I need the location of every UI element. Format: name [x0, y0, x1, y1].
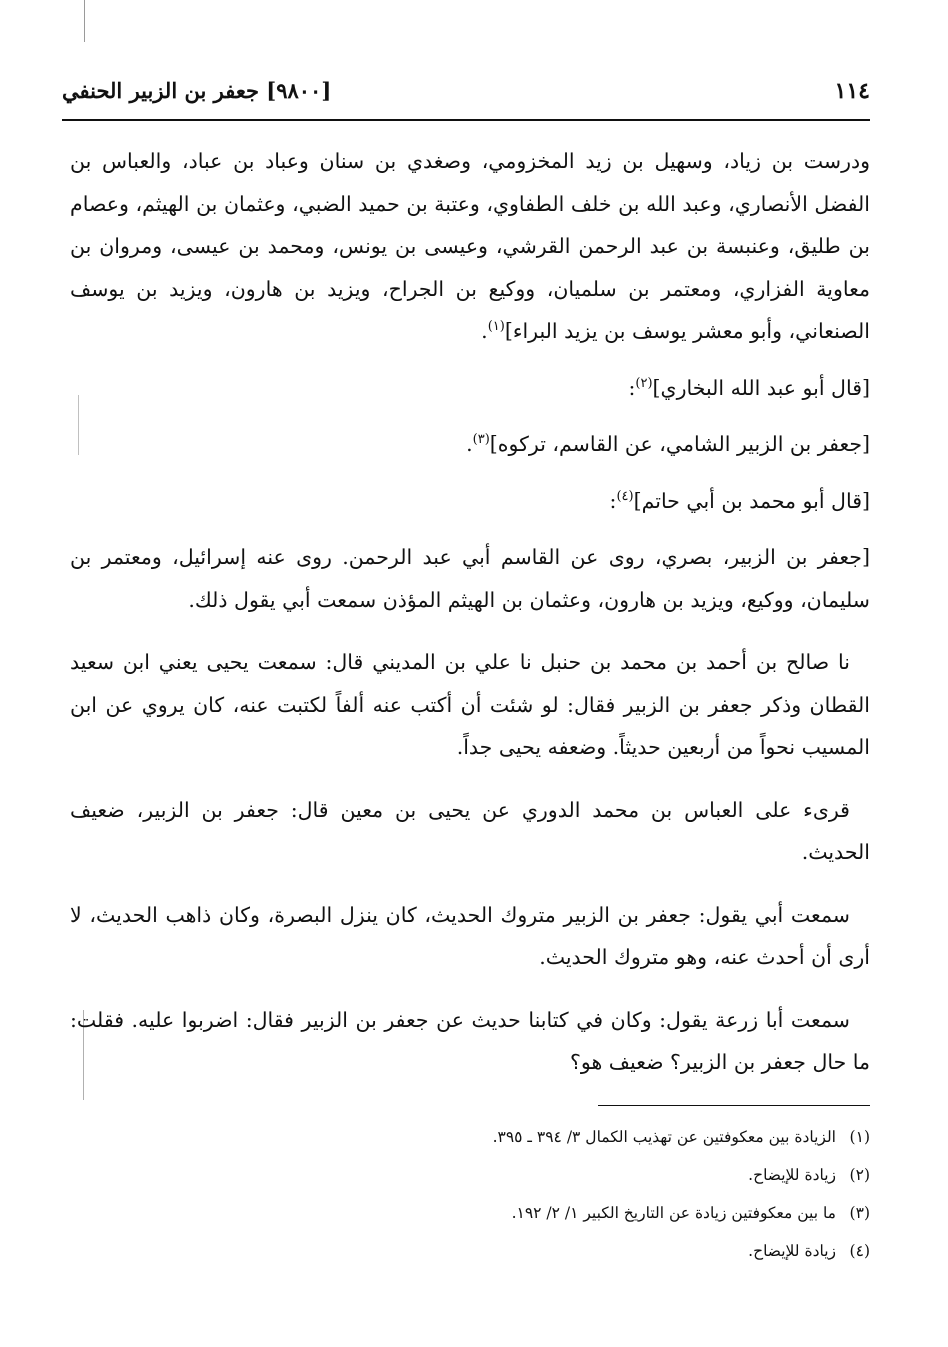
footnote-ref: (٣) [472, 432, 490, 448]
footnote-ref: (٢) [635, 375, 653, 391]
bukhari-label [70, 367, 870, 410]
footnote-item [70, 1232, 870, 1270]
abi-hatim-label [70, 480, 870, 523]
text-line: ومحمد بن عيسى، ومروان بن معاوية الفزاري، ومعتمر بن سلميان، ووكيع بن الجراح، [70, 234, 870, 301]
footnote-item [70, 1156, 870, 1194]
duri-paragraph [70, 789, 870, 874]
page-number: ١١٤ [834, 78, 870, 104]
text-line: قرىء على العباس بن محمد الدوري عن يحيى بن معين قال: جعفر بن الزبير، [136, 797, 850, 822]
text-line: والعباس بن الفضل الأنصاري، وعبد الله بن خلف الطفاوي، وعتبة بن حميد الضبي، [70, 149, 870, 216]
text-line: ودرست بن زياد، وسهيل بن زيد المخزومي، وصغدي بن سنان وعباد بن عباد، [181, 149, 871, 173]
punctuation: : [609, 488, 617, 513]
running-title: [٩٨٠٠] جعفر بن الزبير الحنفي [62, 78, 332, 103]
text-line: ويزيد بن هارون، ويزيد بن يوسف الصنعاني، وأبو معشر يوسف بن يزيد البراء] [70, 276, 870, 343]
footnote-number: (٤) [849, 1242, 870, 1260]
punctuation: . [466, 432, 473, 456]
text-line: ذلك. [188, 587, 228, 612]
running-header [62, 78, 870, 112]
text-line: نا صالح بن أحمد بن محمد بن حنبل نا علي بن المديني قال: سمعت يحيى يعني [158, 650, 850, 674]
text-line: [جعفر بن الزبير، بصري، روى عن القاسم أبي عبد الرحمن. روى عنه إسرائيل، [172, 545, 870, 569]
footnote-text: زيادة للإيضاح. [748, 1242, 836, 1260]
footnote-text: ما بين معكوفتين زيادة عن التاريخ الكبير ١/ ٢/ ١٩٢. [511, 1204, 836, 1222]
punctuation: . [481, 319, 488, 343]
footnote-number: (١) [849, 1128, 870, 1146]
narrators-paragraph [70, 140, 870, 353]
text-line: ضعيف الحديث. [70, 797, 870, 864]
abi-hatim-paragraph [70, 536, 870, 621]
bukhari-text [70, 423, 870, 466]
text-line: الحديث، لا أرى أن أحدث عنه، وهو متروك الحديث. [70, 902, 870, 969]
footnote-text: زيادة للإيضاح. [748, 1166, 836, 1184]
zura-paragraph [70, 999, 870, 1084]
salih-paragraph [70, 641, 870, 769]
quote-heading: [قال أبو عبد الله البخاري] [652, 375, 870, 400]
footnotes [70, 1118, 870, 1270]
footnote-item [70, 1194, 870, 1232]
main-text [70, 140, 870, 1084]
text-line: وعثمان بن الهيثم، وعصام بن طليق، وعنبسة بن عبد الرحمن القرشي، وعيسى بن يونس، [70, 191, 870, 258]
footnote-ref: (١) [487, 319, 505, 335]
footnote-item [70, 1118, 870, 1156]
footnote-ref: (٤) [616, 488, 634, 504]
quote-text: [جعفر بن الزبير الشامي، عن القاسم، تركوه] [489, 432, 870, 456]
footnote-number: (٣) [849, 1204, 870, 1222]
quote-heading: [قال أبو محمد بن أبي حاتم] [633, 488, 870, 513]
footnote-text: الزيادة بين معكوفتين عن تهذيب الكمال ٣/ ٣٩٤ ـ ٣٩٥. [492, 1128, 836, 1146]
scan-artifact-line [84, 0, 85, 42]
text-line: ابن سعيد القطان وذكر جعفر بن الزبير فقال: لو شئت أن أكتب عنه ألفاً لكتبت عنه، كان [70, 650, 870, 717]
punctuation: : [628, 375, 636, 400]
footnote-number: (٢) [849, 1166, 870, 1184]
text-line: يروي عن ابن المسيب نحواً من أربعين حديثاً. وضعفه يحيى جداً. [70, 692, 870, 759]
header-rule [62, 119, 870, 121]
text-line: ومعتمر بن سليمان، ووكيع، ويزيد بن هارون، وعثمان بن الهيثم المؤذن سمعت أبي يقول [70, 545, 870, 612]
abi-paragraph [70, 894, 870, 979]
text-line: سمعت أبي يقول: جعفر بن الزبير متروك الحديث، كان ينزل البصرة، وكان ذاهب [165, 902, 850, 927]
text-line: سمعت أبا زرعة يقول: وكان في كتابنا حديث عن جعفر بن الزبير فقال: اضربوا [181, 1007, 850, 1032]
footnote-separator [598, 1105, 870, 1106]
text-line: عليه. فقلت: ما حال جعفر بن الزبير؟ ضعيف هو؟ [70, 1007, 870, 1074]
